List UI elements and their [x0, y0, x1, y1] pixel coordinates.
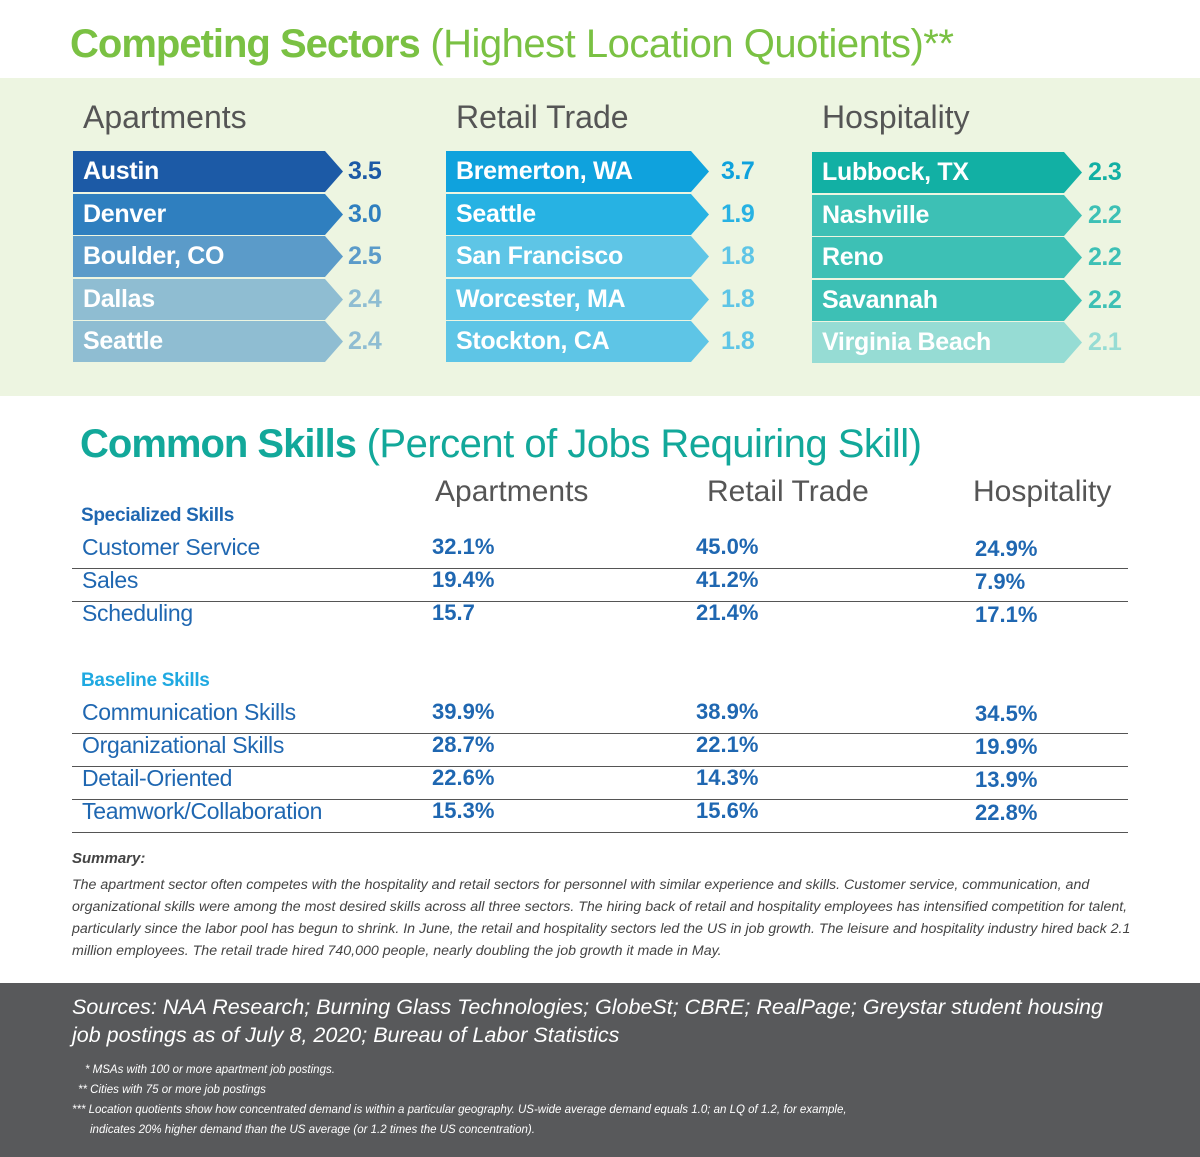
footnote-1: * MSAs with 100 or more apartment job postings. — [85, 1064, 335, 1076]
common-skills-title-bold: Common Skills — [80, 422, 356, 466]
skill-label: Teamwork/Collaboration — [82, 798, 323, 824]
sector-heading-hospitality: Hospitality — [822, 99, 970, 135]
sources-text: Sources: NAA Research; Burning Glass Technologies; GlobeSt; CBRE; RealPage; Greystar student housing job postings as of July 8, 2020; Bureau of Labor Statistics — [72, 995, 1103, 1047]
skill-value: 19.4% — [432, 567, 495, 592]
skill-value: 19.9% — [975, 734, 1038, 759]
skill-label: Detail-Oriented — [82, 765, 233, 791]
rank-value-label: 2.5 — [348, 242, 382, 270]
rank-value-label: 2.2 — [1088, 200, 1122, 229]
rank-city-label: Denver — [83, 199, 166, 228]
rank-city-label: Virginia Beach — [822, 328, 992, 356]
rank-value-label: 1.8 — [721, 242, 755, 270]
rank-row-2-3 — [812, 280, 1138, 321]
rank-value-label: 1.9 — [721, 199, 755, 228]
rank-row-0-1 — [73, 194, 398, 235]
rank-city-label: Reno — [822, 243, 884, 271]
rank-row-1-4 — [446, 321, 771, 362]
skill-value: 21.4% — [696, 600, 759, 625]
skill-value: 22.8% — [975, 800, 1038, 825]
rank-value-label: 1.8 — [721, 327, 755, 355]
skill-group-heading: Baseline Skills — [81, 670, 210, 691]
competing-sectors-title-bold: Competing Sectors — [70, 22, 420, 66]
rank-row-2-4 — [812, 322, 1138, 363]
footnote-2: ** Cities with 75 or more job postings — [78, 1084, 266, 1096]
common-skills-title-light: (Percent of Jobs Requiring Skill) — [355, 422, 922, 466]
skill-row-divider — [72, 601, 1128, 602]
rank-row-2-0 — [812, 152, 1138, 193]
rank-value-label: 2.2 — [1088, 285, 1122, 314]
rank-row-1-2 — [446, 236, 771, 277]
sector-heading-retail: Retail Trade — [456, 99, 629, 135]
rank-city-label: Nashville — [822, 200, 930, 229]
skill-value: 41.2% — [696, 567, 759, 592]
rank-value-label: 2.2 — [1088, 243, 1122, 271]
rank-row-1-0 — [446, 151, 771, 192]
skill-value: 39.9% — [432, 699, 495, 724]
rank-row-2-2 — [812, 237, 1138, 278]
skill-value: 15.3% — [432, 798, 495, 823]
skill-value: 15.7 — [432, 600, 475, 625]
common-skills-title — [80, 422, 921, 467]
skill-value: 17.1% — [975, 602, 1038, 627]
skill-value: 14.3% — [696, 765, 759, 790]
rank-value-label: 2.3 — [1088, 158, 1122, 186]
sector-heading-apartments: Apartments — [83, 99, 247, 135]
rank-city-label: Savannah — [822, 285, 938, 314]
summary-heading: Summary: — [72, 850, 146, 867]
competing-sectors-title — [70, 22, 953, 67]
rank-row-0-3 — [73, 279, 398, 320]
skill-value: 13.9% — [975, 767, 1038, 792]
rank-city-label: Bremerton, WA — [456, 157, 633, 185]
rank-city-label: Worcester, MA — [456, 284, 626, 313]
rank-city-label: San Francisco — [456, 242, 623, 270]
rank-value-label: 2.1 — [1088, 328, 1122, 356]
rank-value-label: 3.7 — [721, 157, 755, 185]
rank-row-1-1 — [446, 194, 771, 235]
column-heading-hospitality: Hospitality — [973, 475, 1112, 508]
skill-label: Organizational Skills — [82, 732, 285, 758]
skill-row-divider — [72, 568, 1128, 569]
rank-city-label: Dallas — [83, 284, 155, 313]
rank-value-label: 3.5 — [348, 157, 382, 185]
rank-row-0-4 — [73, 321, 398, 362]
rank-city-label: Seattle — [456, 199, 536, 228]
skill-value: 24.9% — [975, 536, 1038, 561]
skill-label: Communication Skills — [82, 699, 296, 725]
skill-value: 32.1% — [432, 534, 495, 559]
summary-text: The apartment sector often competes with the hospitality and retail sectors for personnel with similar experience and skills. Customer service, communication, and organizational skills were among the most desired skills across all three sectors. The hiring back of retail and hospitality employees has intensified competition for talent, particularly since the labor pool has begun to shrink. In June, the retail and hospitality sectors led the US in job growth. The leisure and hospitality industry hired back 2.1 million employees. The retail trade hired 740,000 people, nearly doubling the job growth it made in May. — [72, 877, 1131, 959]
rank-row-0-2 — [73, 236, 398, 277]
rank-value-label: 2.4 — [348, 327, 382, 355]
rank-city-label: Austin — [83, 157, 159, 185]
rank-city-label: Stockton, CA — [456, 327, 610, 355]
skill-label: Scheduling — [82, 600, 193, 626]
skill-value: 22.1% — [696, 732, 759, 757]
skill-label: Sales — [82, 567, 139, 593]
skill-value: 38.9% — [696, 699, 759, 724]
skill-value: 45.0% — [696, 534, 759, 559]
rank-city-label: Lubbock, TX — [822, 158, 969, 186]
rank-value-label: 2.4 — [348, 284, 382, 313]
column-heading-retail: Retail Trade — [707, 475, 869, 508]
skill-group-heading: Specialized Skills — [81, 505, 235, 526]
skill-value: 28.7% — [432, 732, 495, 757]
rank-city-label: Boulder, CO — [83, 242, 225, 270]
skill-value: 22.6% — [432, 765, 495, 790]
footnote-4: indicates 20% higher demand than the US average (or 1.2 times the US concentration). — [90, 1124, 535, 1136]
rank-value-label: 1.8 — [721, 284, 755, 313]
rank-city-label: Seattle — [83, 327, 163, 355]
skill-row-divider — [72, 832, 1128, 833]
column-heading-apartments: Apartments — [435, 475, 589, 508]
skill-value: 34.5% — [975, 701, 1038, 726]
skill-value: 15.6% — [696, 798, 759, 823]
rank-row-0-0 — [73, 151, 398, 192]
skill-value: 7.9% — [975, 569, 1026, 594]
footnote-3: *** Location quotients show how concentrated demand is within a particular geography. US-wide average demand equals 1.0; an LQ of 1.2, for example, — [72, 1104, 847, 1116]
rank-row-2-1 — [812, 195, 1138, 236]
skill-label: Customer Service — [82, 534, 260, 560]
competing-sectors-title-light: (Highest Location Quotients)** — [419, 22, 954, 66]
rank-value-label: 3.0 — [348, 199, 382, 228]
rank-row-1-3 — [446, 279, 771, 320]
